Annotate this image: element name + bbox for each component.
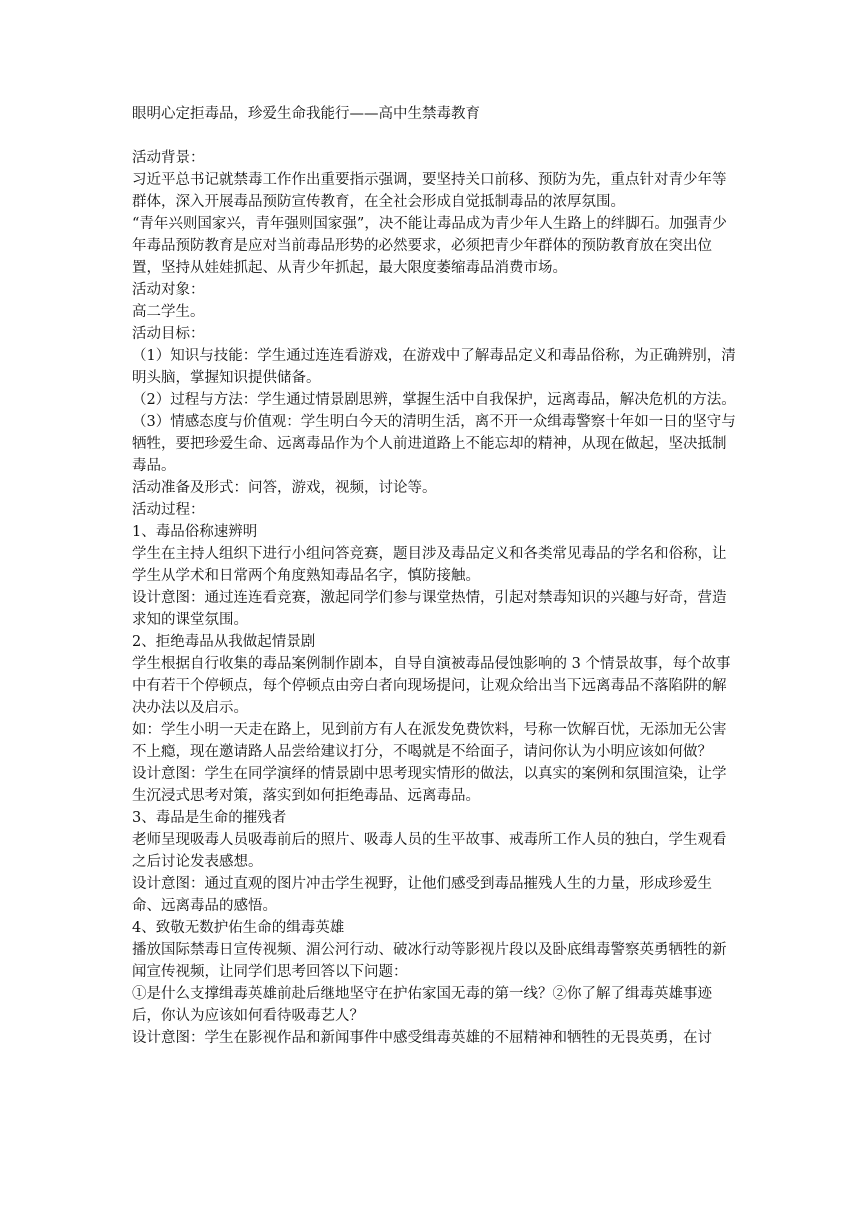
document-page — [132, 103, 740, 1049]
paragraph: 如：学生小明一天走在路上，见到前方有人在派发免费饮料，号称一饮解百忧，无添加无公害不上瘾，现在邀请路人品尝给建议打分，不喝就是不给面子，请问你认为小明应该如何做？ — [132, 722, 727, 760]
goal-item: （3）情感态度与价值观：学生明白今天的清明生活，离不开一众缉毒警察十年如一日的坚守与牺牲，要把珍爱生命、远离毒品作为个人前进道路上不能忘却的精神，从现在做起，坚决抵制毒品。 — [132, 414, 736, 474]
design-intent: 设计意图：通过直观的图片冲击学生视野，让他们感受到毒品摧残人生的力量，形成珍爱生命、远离毒品的感悟。 — [132, 876, 712, 914]
section-heading: 1、毒品俗称速辨明 — [132, 524, 258, 540]
section-heading: 2、拒绝毒品从我做起情景剧 — [132, 634, 316, 650]
paragraph: 播放国际禁毒日宣传视频、湄公河行动、破冰行动等影视片段以及卧底缉毒警察英勇牺牲的新闻宣传视频，让同学们思考回答以下问题： — [132, 942, 727, 980]
design-intent: 设计意图：学生在同学演绎的情景剧中思考现实情形的做法，以真实的案例和氛围渲染，让学生沉浸式思考对策，落实到如何拒绝毒品、远离毒品。 — [132, 766, 727, 804]
document-title: 眼明心定拒毒品，珍爱生命我能行——高中生禁毒教育 — [132, 106, 480, 122]
design-intent: 设计意图：通过连连看竞赛，激起同学们参与课堂热情，引起对禁毒知识的兴趣与好奇，营造求知的课堂氛围。 — [132, 590, 727, 628]
paragraph: 学生根据自行收集的毒品案例制作剧本，自导自演被毒品侵蚀影响的 3 个情景故事，每个故事中有若干个停顿点，每个停顿点由旁白者向现场提问，让观众给出当下远离毒品不落陷阱的解决办法以及启示。 — [132, 656, 731, 716]
paragraph: 老师呈现吸毒人员吸毒前后的照片、吸毒人员的生平故事、戒毒所工作人员的独白，学生观看之后讨论发表感想。 — [132, 832, 727, 870]
design-intent: 设计意图：学生在影视作品和新闻事件中感受缉毒英雄的不屈精神和牺牲的无畏英勇，在讨 — [132, 1030, 712, 1046]
heading-goals: 活动目标： — [132, 326, 205, 342]
goal-item: （1）知识与技能：学生通过连连看游戏，在游戏中了解毒品定义和毒品俗称，为正确辨别，清明头脑，掌握知识提供储备。 — [132, 348, 736, 386]
heading-target: 活动对象： — [132, 282, 205, 298]
paragraph: 高二学生。 — [132, 304, 205, 320]
section-heading: 4、致敬无数护佑生命的缉毒英雄 — [132, 920, 345, 936]
heading-process: 活动过程： — [132, 502, 205, 518]
heading-background: 活动背景： — [132, 150, 205, 166]
goal-item: （2）过程与方法：学生通过情景剧思辨，掌握生活中自我保护，远离毒品，解决危机的方法。 — [132, 392, 736, 408]
paragraph: 活动准备及形式：问答，游戏，视频，讨论等。 — [132, 480, 437, 496]
paragraph: “青年兴则国家兴，青年强则国家强”，决不能让毒品成为青少年人生路上的绊脚石。加强青少年毒品预防教育是应对当前毒品形势的必然要求，必须把青少年群体的预防教育放在突出位置，坚持从娃娃抓起、从青少年抓起，最大限度萎缩毒品消费市场。 — [132, 216, 727, 276]
question-list: ①是什么支撑缉毒英雄前赴后继地坚守在护佑家国无毒的第一线？②你了解了缉毒英雄事迹后，你认为应该如何看待吸毒艺人？ — [132, 986, 712, 1024]
paragraph: 学生在主持人组织下进行小组问答竞赛，题目涉及毒品定义和各类常见毒品的学名和俗称，让学生从学术和日常两个角度熟知毒品名字，慎防接触。 — [132, 546, 727, 584]
paragraph: 习近平总书记就禁毒工作作出重要指示强调，要坚持关口前移、预防为先，重点针对青少年等群体，深入开展毒品预防宣传教育，在全社会形成自觉抵制毒品的浓厚氛围。 — [132, 172, 727, 210]
section-heading: 3、毒品是生命的摧残者 — [132, 810, 287, 826]
